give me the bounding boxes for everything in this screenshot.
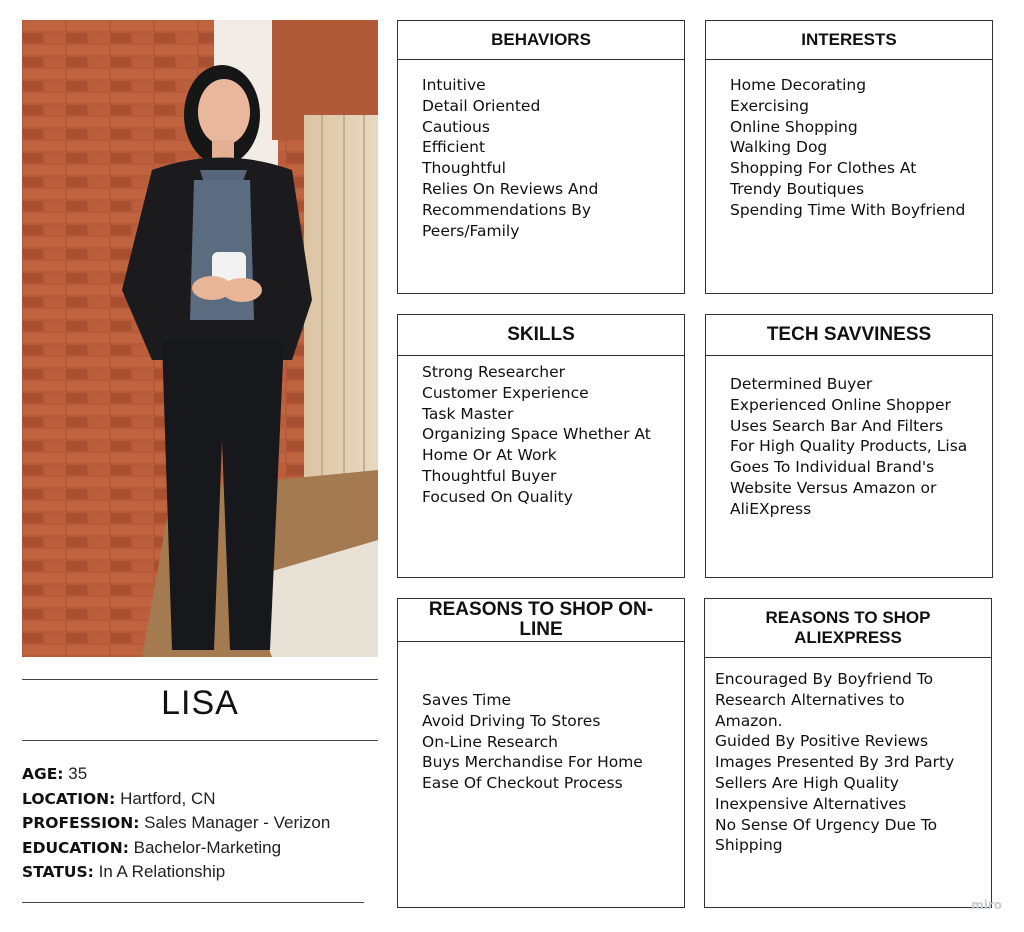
- list-item: Efficient: [422, 138, 486, 157]
- card-tech-savviness: [705, 314, 993, 578]
- card-behaviors-list: [422, 75, 676, 241]
- list-item: Relies On Reviews And: [422, 179, 599, 198]
- list-item: Thoughtful: [422, 159, 506, 178]
- list-item: Task Master: [422, 404, 514, 423]
- list-item: Images Presented By 3rd Party: [715, 753, 955, 772]
- list-item: Trendy Boutiques: [730, 179, 865, 198]
- list-item: Exercising: [730, 96, 809, 115]
- list-item: Encouraged By Boyfriend To: [715, 670, 934, 688]
- list-item: Home Decorating: [730, 76, 867, 94]
- list-item: Thoughtful Buyer: [422, 466, 557, 485]
- card-online-list: [422, 690, 676, 794]
- list-item: Goes To Individual Brand's: [730, 458, 935, 477]
- fact-status: STATUS: In A Relationship: [22, 862, 226, 881]
- list-item: Detail Oriented: [422, 96, 541, 115]
- persona-facts: [22, 762, 382, 885]
- list-item: Amazon.: [715, 711, 783, 730]
- list-item: Peers/Family: [422, 221, 520, 240]
- list-item: No Sense Of Urgency Due To: [715, 815, 938, 834]
- list-item: Spending Time With Boyfriend: [730, 200, 966, 219]
- list-item: Shopping For Clothes At: [730, 159, 917, 178]
- list-item: Organizing Space Whether At: [422, 425, 651, 444]
- list-item: Customer Experience: [422, 383, 589, 402]
- card-reasons-online: [397, 598, 685, 908]
- card-interests-title: INTERESTS: [706, 21, 992, 60]
- list-item: AliEXpress: [730, 499, 812, 518]
- card-aliexpress-title-line1: REASONS TO SHOP: [765, 608, 931, 627]
- list-item: Saves Time: [422, 691, 511, 709]
- fact-education: EDUCATION: Bachelor-Marketing: [22, 837, 282, 857]
- list-item: Strong Researcher: [422, 363, 566, 381]
- card-skills-list: [422, 362, 676, 508]
- list-item: Online Shopping: [730, 117, 858, 136]
- list-item: Website Versus Amazon or: [730, 478, 937, 497]
- card-behaviors: [397, 20, 685, 294]
- card-interests-list: [730, 75, 984, 221]
- list-item: Guided By Positive Reviews: [715, 732, 929, 751]
- list-item: Experienced Online Shopper: [730, 395, 951, 414]
- card-reasons-aliexpress: [704, 598, 992, 908]
- card-interests: [705, 20, 993, 294]
- list-item: Ease Of Checkout Process: [422, 774, 623, 793]
- profile-bottom-divider: [22, 902, 364, 903]
- profile-top-divider: [22, 679, 378, 680]
- fact-profession: PROFESSION: Sales Manager - Verizon: [22, 813, 331, 832]
- list-item: Cautious: [422, 117, 490, 136]
- list-item: Buys Merchandise For Home: [422, 753, 643, 772]
- card-aliexpress-title: [705, 599, 991, 658]
- card-tech-list: [730, 374, 984, 520]
- list-item: Sellers Are High Quality: [715, 773, 899, 792]
- list-item: Intuitive: [422, 76, 486, 94]
- list-item: On-Line Research: [422, 732, 558, 751]
- list-item: Avoid Driving To Stores: [422, 711, 601, 730]
- persona-photo: [22, 20, 378, 657]
- list-item: Focused On Quality: [422, 487, 573, 506]
- card-behaviors-title: BEHAVIORS: [398, 21, 684, 60]
- fact-age: AGE: 35: [22, 764, 88, 783]
- list-item: Research Alternatives to: [715, 690, 905, 709]
- fact-location: LOCATION: Hartford, CN: [22, 788, 216, 808]
- card-tech-title: TECH SAVVINESS: [706, 315, 992, 356]
- profile-mid-divider: [22, 740, 378, 741]
- list-item: Uses Search Bar And Filters: [730, 416, 944, 435]
- list-item: Inexpensive Alternatives: [715, 794, 907, 813]
- list-item: For High Quality Products, Lisa: [730, 437, 968, 456]
- card-online-title: REASONS TO SHOP ON-LINE: [398, 599, 684, 642]
- list-item: Shipping: [715, 836, 783, 855]
- card-aliexpress-list: [715, 669, 983, 856]
- watermark: miro: [971, 898, 1002, 912]
- card-skills-title: SKILLS: [398, 315, 684, 356]
- list-item: Recommendations By: [422, 200, 592, 219]
- card-skills: [397, 314, 685, 578]
- list-item: Determined Buyer: [730, 375, 873, 393]
- persona-name: LISA: [161, 684, 239, 722]
- list-item: Walking Dog: [730, 138, 828, 157]
- list-item: Home Or At Work: [422, 446, 557, 465]
- card-aliexpress-title-line2: ALIEXPRESS: [794, 628, 902, 647]
